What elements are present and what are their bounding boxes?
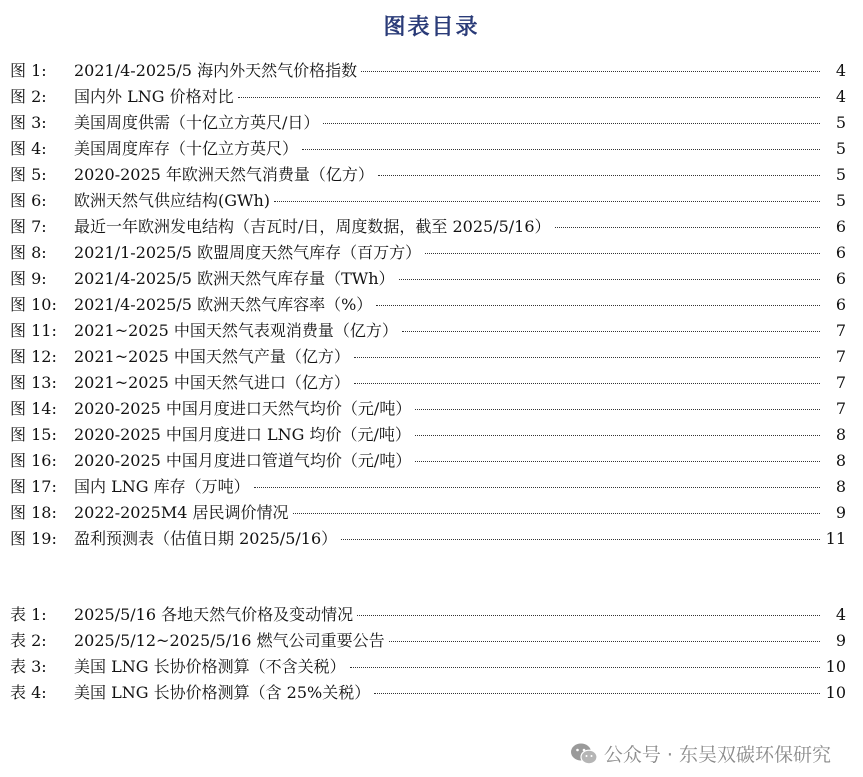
entry-number: 图 16:	[10, 451, 57, 470]
entry-title: 2021/1-2025/5 欧盟周度天然气库存（百万方）	[74, 243, 422, 262]
dot-leader	[350, 667, 820, 668]
dot-leader	[354, 383, 820, 384]
entry-page: 8	[835, 477, 846, 496]
dot-leader	[374, 693, 820, 694]
entry-number: 图 7:	[10, 217, 47, 236]
entry-number: 图 12:	[10, 347, 57, 366]
dot-leader	[389, 641, 820, 642]
figure-entry[interactable]	[10, 448, 846, 474]
entry-page: 7	[835, 347, 846, 366]
entry-number: 图 10:	[10, 295, 57, 314]
dot-leader	[378, 175, 820, 176]
entry-title: 2020-2025 中国月度进口 LNG 均价（元/吨）	[74, 425, 411, 444]
entry-page: 4	[835, 605, 846, 624]
figure-entry[interactable]	[10, 136, 846, 162]
table-entry[interactable]	[10, 602, 846, 628]
figure-entry[interactable]	[10, 188, 846, 214]
figure-entry[interactable]	[10, 58, 846, 84]
page-title: 图表目录	[383, 14, 480, 40]
dot-leader	[402, 331, 820, 332]
wechat-icon	[570, 742, 598, 766]
dot-leader	[415, 409, 820, 410]
entry-title: 国内外 LNG 价格对比	[74, 87, 234, 106]
watermark	[570, 740, 831, 767]
dot-leader	[376, 305, 820, 306]
entry-number: 图 6:	[10, 191, 47, 210]
entry-number: 图 15:	[10, 425, 57, 444]
figure-entry[interactable]	[10, 474, 846, 500]
entry-number: 图 3:	[10, 113, 47, 132]
entry-number: 表 1:	[10, 605, 47, 624]
entry-number: 图 14:	[10, 399, 57, 418]
entry-page: 5	[835, 165, 846, 184]
entry-title: 美国周度供需（十亿立方英尺/日）	[74, 113, 320, 132]
entry-number: 图 8:	[10, 243, 47, 262]
entry-page: 8	[835, 451, 846, 470]
entry-title: 2021/4-2025/5 海内外天然气价格指数	[74, 61, 358, 80]
entry-title: 国内 LNG 库存（万吨）	[74, 477, 250, 496]
entry-page: 9	[835, 503, 846, 522]
figure-entry[interactable]	[10, 292, 846, 318]
dot-leader	[425, 253, 820, 254]
entry-title: 2021~2025 中国天然气进口（亿方）	[74, 373, 350, 392]
entry-number: 图 13:	[10, 373, 57, 392]
dot-leader	[254, 487, 820, 488]
entry-number: 图 5:	[10, 165, 47, 184]
watermark-text: 公众号 · 东吴双碳环保研究	[603, 744, 831, 766]
entry-number: 图 11:	[10, 321, 57, 340]
entry-title: 2021~2025 中国天然气产量（亿方）	[74, 347, 350, 366]
entry-page: 10	[825, 657, 846, 676]
entry-page: 7	[835, 321, 846, 340]
entry-number: 表 2:	[10, 631, 47, 650]
entry-number: 图 9:	[10, 269, 47, 288]
figure-entry[interactable]	[10, 318, 846, 344]
figure-entry[interactable]	[10, 84, 846, 110]
entry-page: 6	[835, 243, 846, 262]
figure-entry[interactable]	[10, 526, 846, 552]
entry-number: 图 1:	[10, 61, 47, 80]
dot-leader	[361, 71, 820, 72]
entry-title: 2025/5/16 各地天然气价格及变动情况	[74, 605, 354, 624]
table-entry[interactable]	[10, 680, 846, 706]
table-entry[interactable]	[10, 654, 846, 680]
entry-number: 图 17:	[10, 477, 57, 496]
entry-page: 6	[835, 217, 846, 236]
dot-leader	[341, 539, 820, 540]
entry-title: 盈利预测表（估值日期 2025/5/16）	[74, 529, 338, 548]
entry-page: 5	[835, 139, 846, 158]
entry-title: 2021~2025 中国天然气表观消费量（亿方）	[74, 321, 398, 340]
dot-leader	[415, 461, 820, 462]
entry-page: 4	[835, 87, 846, 106]
entry-page: 8	[835, 425, 846, 444]
entry-number: 表 3:	[10, 657, 47, 676]
figure-entry[interactable]	[10, 110, 846, 136]
entry-page: 10	[825, 683, 846, 702]
entry-page: 4	[835, 61, 846, 80]
table-entry[interactable]	[10, 628, 846, 654]
entry-title: 美国周度库存（十亿立方英尺）	[74, 139, 299, 158]
table-list	[10, 602, 846, 706]
dot-leader	[357, 615, 820, 616]
entry-page: 6	[835, 269, 846, 288]
entry-title: 美国 LNG 长协价格测算（含 25%关税）	[74, 683, 371, 702]
figure-entry[interactable]	[10, 266, 846, 292]
entry-page: 5	[835, 191, 846, 210]
entry-title: 2021/4-2025/5 欧洲天然气库容率（%）	[74, 295, 373, 314]
dot-leader	[323, 123, 820, 124]
entry-title: 2020-2025 中国月度进口管道气均价（元/吨）	[74, 451, 412, 470]
entry-title: 2021/4-2025/5 欧洲天然气库存量（TWh）	[74, 269, 395, 288]
entry-number: 图 18:	[10, 503, 57, 522]
dot-leader	[399, 279, 821, 280]
entry-page: 6	[835, 295, 846, 314]
entry-title: 最近一年欧洲发电结构（吉瓦时/日，周度数据，截至 2025/5/16）	[74, 217, 551, 236]
entry-title: 2020-2025 中国月度进口天然气均价（元/吨）	[74, 399, 412, 418]
entry-title: 2020-2025 年欧洲天然气消费量（亿方）	[74, 165, 374, 184]
figure-entry[interactable]	[10, 396, 846, 422]
figure-entry[interactable]	[10, 500, 846, 526]
entry-page: 7	[835, 399, 846, 418]
dot-leader	[354, 357, 820, 358]
entry-number: 图 2:	[10, 87, 47, 106]
figure-entry[interactable]	[10, 422, 846, 448]
entry-page: 7	[835, 373, 846, 392]
figure-entry[interactable]	[10, 370, 846, 396]
dot-leader	[238, 97, 820, 98]
dot-leader	[415, 435, 820, 436]
entry-number: 图 4:	[10, 139, 47, 158]
figure-entry[interactable]	[10, 240, 846, 266]
entry-title: 欧洲天然气供应结构(GWh)	[74, 191, 271, 210]
entry-page: 5	[835, 113, 846, 132]
figure-entry[interactable]	[10, 214, 846, 240]
entry-page: 11	[825, 529, 846, 548]
dot-leader	[293, 513, 821, 514]
entry-title: 美国 LNG 长协价格测算（不含关税）	[74, 657, 346, 676]
entry-title: 2022-2025M4 居民调价情况	[74, 503, 289, 522]
dot-leader	[555, 227, 820, 228]
dot-leader	[302, 149, 820, 150]
entry-page: 9	[835, 631, 846, 650]
dot-leader	[274, 201, 820, 202]
figure-entry[interactable]	[10, 162, 846, 188]
figure-list	[10, 58, 846, 552]
figure-entry[interactable]	[10, 344, 846, 370]
entry-number: 表 4:	[10, 683, 47, 702]
entry-number: 图 19:	[10, 529, 57, 548]
entry-title: 2025/5/12~2025/5/16 燃气公司重要公告	[74, 631, 385, 650]
